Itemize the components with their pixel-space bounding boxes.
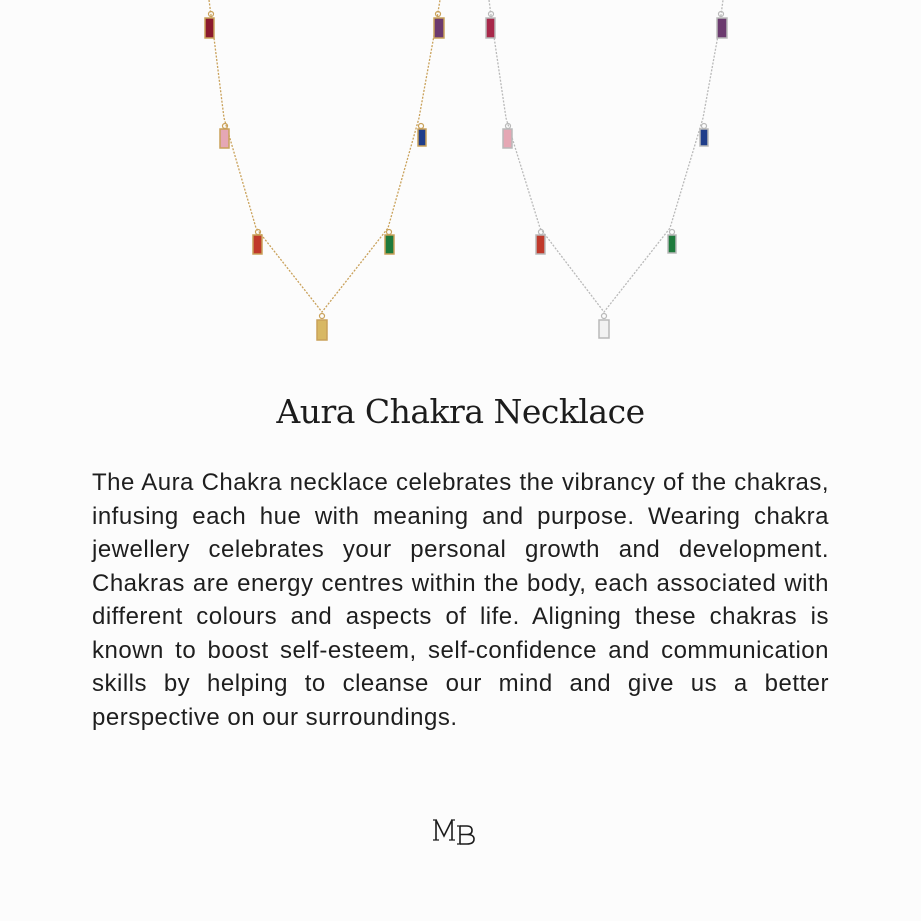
gem-green — [385, 235, 394, 254]
gem-red — [205, 18, 214, 38]
brand-logo — [430, 812, 490, 848]
gem-purple — [434, 18, 444, 38]
gem-blue — [700, 129, 708, 146]
gem-orange — [536, 235, 545, 254]
gem-green — [668, 235, 676, 253]
necklace-product-image — [0, 0, 921, 360]
gem-purple — [717, 18, 727, 38]
gem-orange — [253, 235, 262, 254]
gem-clear — [599, 320, 609, 338]
product-description: The Aura Chakra necklace celebrates the vibrancy of the chakras, infusing each hue with meaning and purpose. Wearing chakra jewellery celebrates your personal growth and development. Chakras are energy centres within the body, each associated with different colours and aspects of life. Aligning these chakras is known to boost self-esteem, self-confidence and communication skills by helping to cleanse our mind and give us a better perspective on our surroundings. — [92, 469, 829, 731]
gem-red — [486, 18, 495, 38]
gem-pink — [220, 129, 229, 148]
silver-necklace-icon — [486, 0, 727, 338]
gem-yellow — [317, 320, 327, 340]
gem-pink — [503, 129, 512, 148]
gold-necklace-icon — [205, 0, 444, 340]
product-title: Aura Chakra Necklace — [276, 392, 645, 431]
gem-blue — [418, 129, 426, 146]
